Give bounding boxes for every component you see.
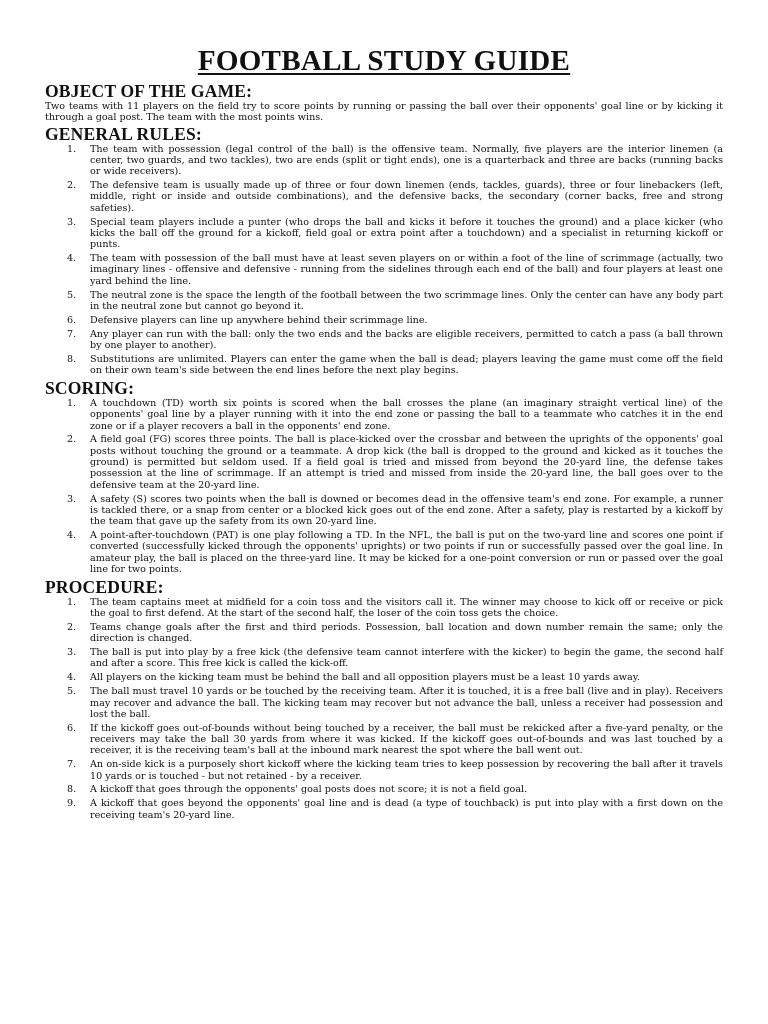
- list-item-text: Special team players include a punter (who drops the ball and kicks it before it touches the ground) and a place kicker (who kicks the ball off the ground for a kickoff, field goal or extra point after a touchdown) and a specialist in returning kickoff or punts.: [90, 216, 723, 251]
- list-item-text: A kickoff that goes beyond the opponents' goal line and is dead (a type of touchback) is put into play with a first down on the receiving team's 20-yard line.: [90, 798, 723, 821]
- list-item: [45, 329, 723, 352]
- list-item: [45, 686, 723, 720]
- list-number: 2.: [67, 622, 77, 633]
- list-item: [45, 530, 723, 575]
- object-paragraph: Two teams with 11 players on the field try to score points by running or passing the ball over their opponents' goal line or by kicking it through a goal post. The team with the most points wins.: [45, 101, 723, 124]
- list-item: [45, 723, 723, 757]
- list-item-text: The ball is put into play by a free kick (the defensive team cannot interfere with the kicker) to begin the game, the second half and after a score. This free kick is called the kick-off.: [90, 647, 723, 670]
- list-item: [45, 354, 723, 377]
- list-item-text: Substitutions are unlimited. Players can enter the game when the ball is dead; players leaving the game must come off the field on their own team's side between the end lines before the next play begins.: [90, 353, 723, 377]
- list-number: 4.: [67, 672, 77, 684]
- list-item: [45, 434, 723, 490]
- list-item: [45, 315, 723, 326]
- list-item-text: Teams change goals after the first and third periods. Possession, ball location and down number remain the same; only the direction is changed.: [90, 622, 723, 645]
- list-item-text: The team captains meet at midfield for a coin toss and the visitors call it. The winner may choose to kick off or receive or pick the goal to first defend. At the start of the second half, the loser of the coin toss gets the choice.: [90, 596, 723, 620]
- list-item: [45, 784, 723, 795]
- list-item-text: The neutral zone is the space the length of the football between the two scrimmage lines. Only the center can have any body part in the neutral zone but cannot go beyond it.: [90, 289, 723, 312]
- list-item: [45, 253, 723, 287]
- list-number: 7.: [67, 759, 77, 771]
- list-item-text: The ball must travel 10 yards or be touched by the receiving team. After it is touched, it is a free ball (live and in play). Receivers may recover and advance the ball. The kicking team may recover but not advance the ball, unless a receiver had possession and lost the ball.: [90, 686, 723, 720]
- list-number: 3.: [67, 216, 77, 228]
- list-item-text: A safety (S) scores two points when the ball is downed or becomes dead in the offensive team's end zone. For example, a runner is tackled there, or a snap from center or a blocked kick goes out of the end zone. After a safety, play is restarted by a kickoff by the team that gave up the safety from its own 20-yard line.: [90, 493, 723, 528]
- list-item-text: An on-side kick is a purposely short kickoff where the kicking team tries to keep possession by recovering the ball after it travels 10 yards or is touched - but not retained - by a receiver.: [90, 759, 723, 782]
- list-item-text: A touchdown (TD) worth six points is scored when the ball crosses the plane (an imaginary straight vertical line) of the opponents' goal line by a player running with it into the end zone or passing the ball to a teammate who catches it in the end zone or if a player recovers a ball in the opponents' end zone.: [90, 397, 723, 432]
- section-heading-general-rules: GENERAL RULES:: [45, 123, 202, 144]
- list-item: [45, 672, 723, 683]
- list-number: 8.: [67, 353, 77, 365]
- page-title: FOOTBALL STUDY GUIDE: [197, 45, 571, 77]
- list-item: [45, 597, 723, 620]
- list-number: 4.: [67, 253, 77, 265]
- section-heading-object: OBJECT OF THE GAME:: [45, 81, 253, 101]
- scoring-list: [45, 398, 723, 575]
- section-heading-scoring: SCORING:: [45, 377, 135, 398]
- list-item: [45, 798, 723, 821]
- list-number: 6.: [67, 314, 77, 326]
- list-item: [45, 180, 723, 214]
- list-item: [45, 144, 723, 178]
- list-number: 1.: [67, 596, 77, 608]
- list-item-text: All players on the kicking team must be behind the ball and all opposition players must be a least 10 yards away.: [90, 672, 640, 684]
- list-item: [45, 622, 723, 645]
- list-item-text: The team with possession (legal control of the ball) is the offensive team. Normally, five players are the interior linemen (a center, two guards, and two tackles), two are ends (split or tight ends), one is a quarterback and three are backs (running backs or wide receivers).: [90, 143, 723, 178]
- list-item: [45, 398, 723, 432]
- procedure-list: [45, 597, 723, 821]
- list-item-text: The defensive team is usually made up of three or four down linemen (ends, tackles, guards), three or four linebackers (left, middle, right or inside and outside combinations), and the defensive backs, the secondary (corner backs, free and strong safeties).: [90, 180, 723, 214]
- general-rules-list: [45, 144, 723, 377]
- list-item: [45, 647, 723, 670]
- list-number: 2.: [67, 180, 77, 192]
- list-number: 1.: [67, 143, 77, 155]
- list-number: 7.: [67, 328, 77, 340]
- list-number: 4.: [67, 530, 77, 542]
- section-heading-procedure: PROCEDURE:: [45, 576, 164, 597]
- list-item-text: The team with possession of the ball must have at least seven players on or within a foot of the line of scrimmage (actually, two imaginary lines - offensive and defensive - running from the sidelines through each end of the ball) and four players at least one yard behind the line.: [90, 253, 723, 287]
- list-item: [45, 759, 723, 782]
- list-number: 6.: [67, 722, 77, 734]
- list-item: [45, 290, 723, 313]
- list-number: 3.: [67, 493, 77, 505]
- list-item-text: A field goal (FG) scores three points. The ball is place-kicked over the crossbar and between the uprights of the opponents' goal posts without touching the ground or a teammate. A drop kick (the ball is dropped to the ground and kicked as it touches the ground) is permitted but seldom used. If a field goal is tried and missed from beyond the 20-yard line, the defense takes possession at the line of scrimmage. If an attempt is tried and missed from inside the 20-yard line, the ball goes over to the defensive team at the 20-yard line.: [90, 434, 723, 491]
- list-item: [45, 494, 723, 528]
- list-number: 3.: [67, 647, 77, 659]
- study-guide-page: [45, 44, 723, 824]
- list-number: 9.: [67, 798, 77, 810]
- list-number: 5.: [67, 686, 77, 698]
- list-item-text: A kickoff that goes through the opponents' goal posts does not score; it is not a field goal.: [90, 784, 528, 796]
- list-number: 5.: [67, 289, 77, 301]
- list-number: 8.: [67, 784, 77, 796]
- list-item-text: Defensive players can line up anywhere behind their scrimmage line.: [90, 314, 428, 326]
- list-item-text: If the kickoff goes out-of-bounds without being touched by a receiver, the ball must be rekicked after a five-yard penalty, or the receivers may take the ball 30 yards from where it was kicked. If the kickoff goes out-of-bounds and was last touched by a receiver, it is the receiving team's ball at the inbound mark nearest the spot where the ball went out.: [90, 722, 723, 757]
- list-number: 1.: [67, 397, 77, 409]
- list-number: 2.: [67, 434, 77, 446]
- list-item-text: Any player can run with the ball: only the two ends and the backs are eligible receivers, permitted to catch a pass (a ball thrown by one player to another).: [90, 328, 723, 351]
- list-item: [45, 217, 723, 251]
- list-item-text: A point-after-touchdown (PAT) is one play following a TD. In the NFL, the ball is put on the two-yard line and scores one point if converted (successfully kicked through the opponents' uprights) or two points if run or successfully passed over the goal line. In amateur play, the ball is placed on the three-yard line. It may be kicked for a one-point conversion or run or passed over the goal line for two points.: [90, 530, 723, 575]
